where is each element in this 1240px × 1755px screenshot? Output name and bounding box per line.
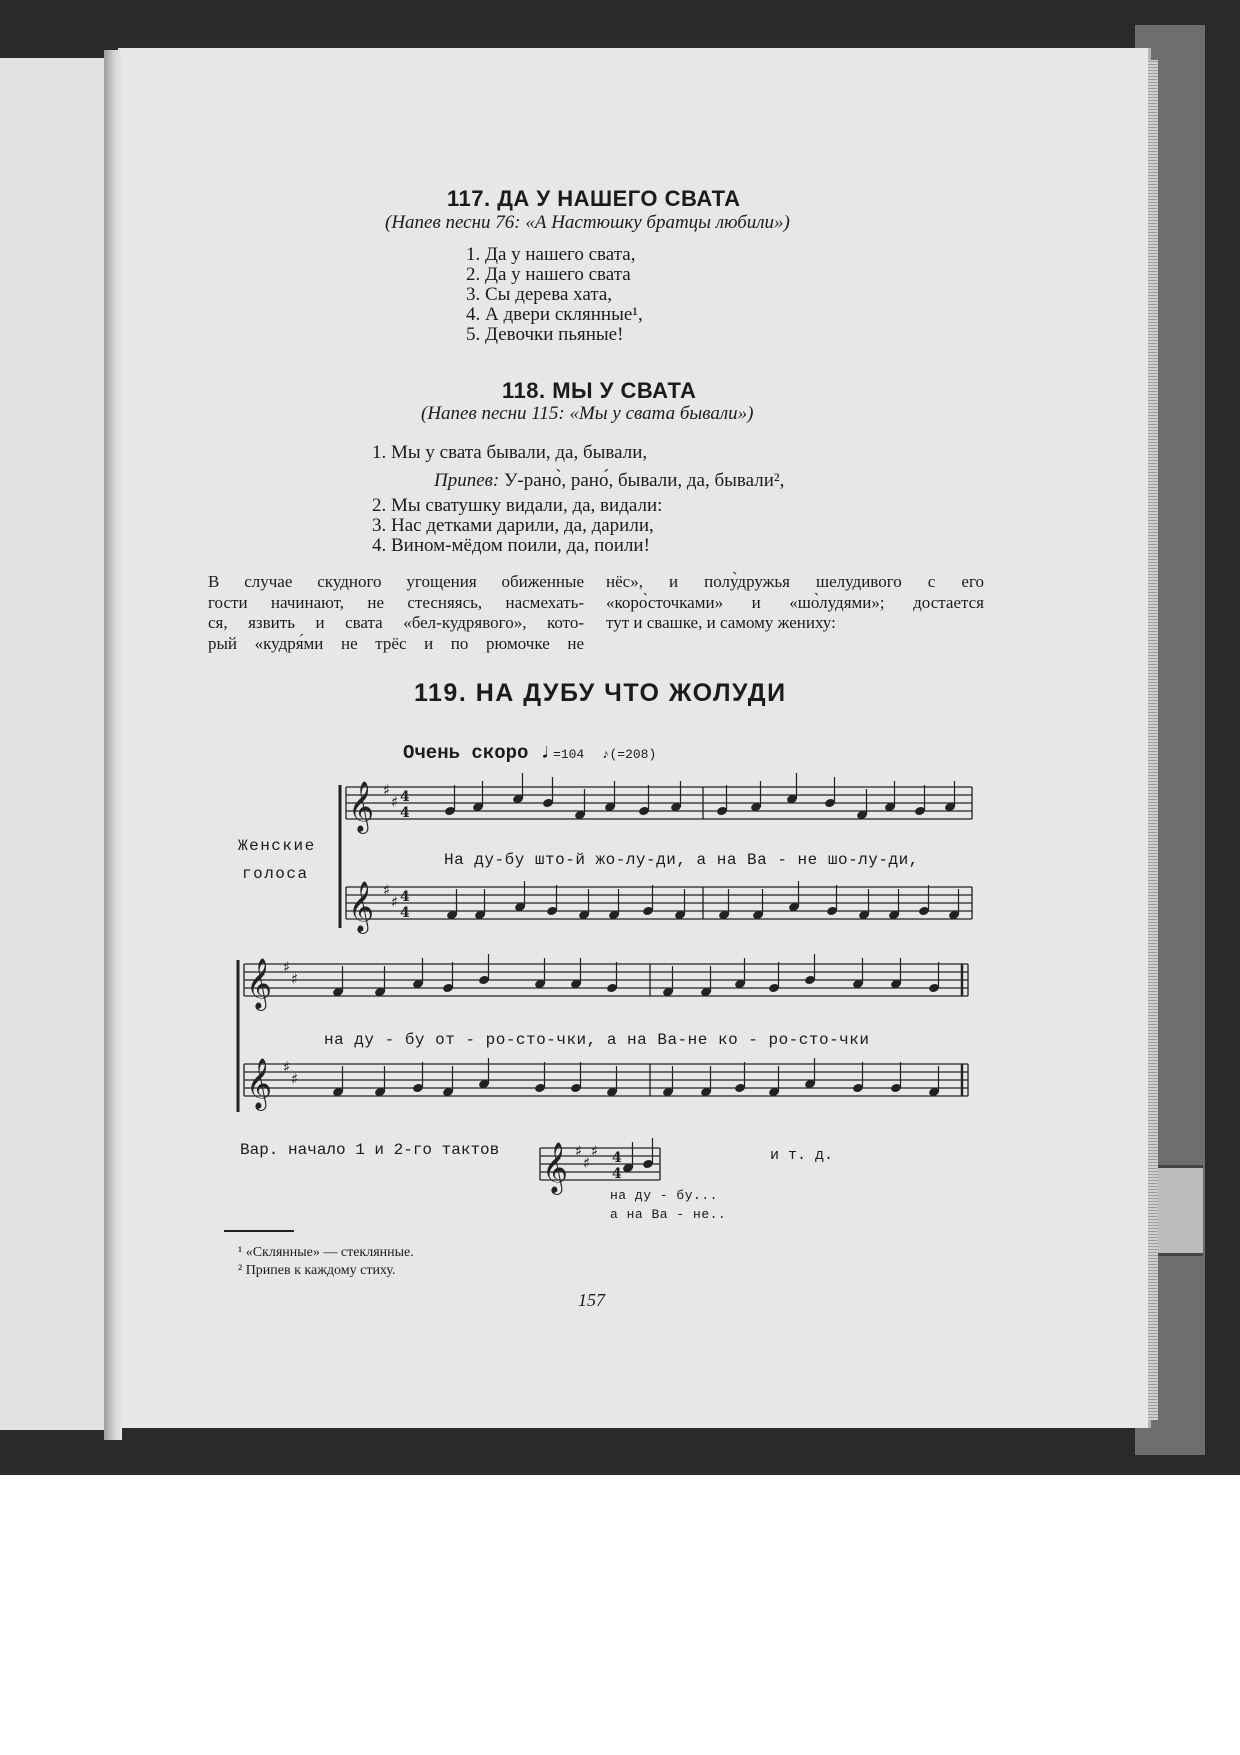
variant-tail: и т. д. [770,1147,834,1164]
verse-line: 3. Сы дерева хата, [466,284,613,305]
verse-line: 4. А двери склянные¹, [466,304,643,325]
paragraph-line: гости начинают, не стесняясь, насмехать- [208,592,584,612]
sharp-icon: ♯ [591,1142,599,1160]
verse-line: 2. Мы сватушку видали, да, видали: [372,495,663,516]
sharp-icon: ♯ [391,793,399,811]
tempo-alt: (=208) [609,747,657,762]
sharp-icon: ♯ [383,781,391,799]
treble-clef-icon: 𝄞 [348,881,375,932]
time-signature-top: 4 [400,889,410,905]
sharp-icon: ♯ [291,1070,299,1088]
treble-clef-icon: 𝄞 [542,1142,569,1193]
song-117-title: 117. ДА У НАШЕГО СВАТА [447,186,741,211]
sharp-icon: ♯ [291,970,299,988]
footnote-1: ¹ «Склянные» — стеклянные. [238,1245,414,1260]
song-118-title: 118. МЫ У СВАТА [502,378,697,403]
treble-clef-icon: 𝄞 [246,958,273,1009]
sharp-icon: ♯ [575,1142,583,1160]
variant-lyrics-2: а на Ва - не.. [610,1207,727,1222]
verse-line: 5. Девочки пьяные! [466,324,624,345]
refrain-text: У-рано̀, рано́, бывали, да, бывали², [499,470,785,491]
verse-line: 3. Нас детками дарили, да, дарили, [372,515,654,536]
paragraph-line: тут и свашке, и самому жениху: [606,613,836,632]
variant-label: Вар. начало 1 и 2-го тактов [240,1141,500,1159]
paragraph-line: В случае скудного угощения обиженные [208,572,584,591]
sharp-icon: ♯ [383,881,391,899]
voices-label-line: Женские [238,837,316,855]
footnote-rule [224,1230,294,1232]
page-number: 157 [578,1290,605,1310]
eighth-note-icon: ♪ [601,747,610,762]
verse-line: 1. Да у нашего свата, [466,244,636,265]
tempo-label: Очень скоро [403,742,529,764]
song-118-subtitle: (Напев песни 115: «Мы у свата бывали») [421,403,754,424]
sharp-icon: ♯ [283,958,291,976]
treble-clef-icon: 𝄞 [246,1058,273,1109]
refrain-label: Припев: [434,470,500,491]
footnote-2: ² Припев к каждому стиху. [238,1263,396,1278]
sharp-icon: ♯ [283,1058,291,1076]
time-signature-bottom: 4 [400,905,410,921]
song-118-verse-1: 1. Мы у свата бывали, да, бывали, [372,442,648,463]
tempo-value: =104 [553,747,585,762]
quarter-note-icon: ♩ [539,740,554,765]
time-signature-top: 4 [612,1150,622,1166]
variant-lyrics-1: на ду - бу... [610,1188,718,1203]
song-117-subtitle: (Напев песни 76: «А Настюшку братцы любили») [385,212,790,233]
time-signature-bottom: 4 [400,805,410,821]
paragraph-line: ся, язвить и свата «бел-кудрявого», кото- [208,613,584,632]
sharp-icon: ♯ [583,1154,591,1172]
time-signature-top: 4 [400,789,410,805]
paragraph-line: рый «кудря́ми не трёс и по рюмочке не [208,633,584,653]
sharp-icon: ♯ [391,893,399,911]
treble-clef-icon: 𝄞 [348,781,375,832]
paragraph-line: нёс», и полу̀дружья шелудивого с его [606,572,984,591]
lyrics-system-1: На ду-бу што-й жо-лу-ди, а на Ва - не шо-лу-ди, [444,851,919,869]
song-119-title: 119. НА ДУБУ ЧТО ЖОЛУДИ [414,679,787,707]
lyrics-system-2: на ду - бу от - ро-сто-чки, а на Ва-не ко - ро-сто-чки [324,1031,870,1049]
time-signature-bottom: 4 [612,1166,622,1182]
verse-line: 2. Да у нашего свата [466,264,631,285]
voices-label-line: голоса [242,865,309,883]
paragraph-line: «коро̀сточками» и «шо̀лудями»; достается [606,592,984,612]
verse-line: 4. Вином-мёдом поили, да, поили! [372,535,650,556]
